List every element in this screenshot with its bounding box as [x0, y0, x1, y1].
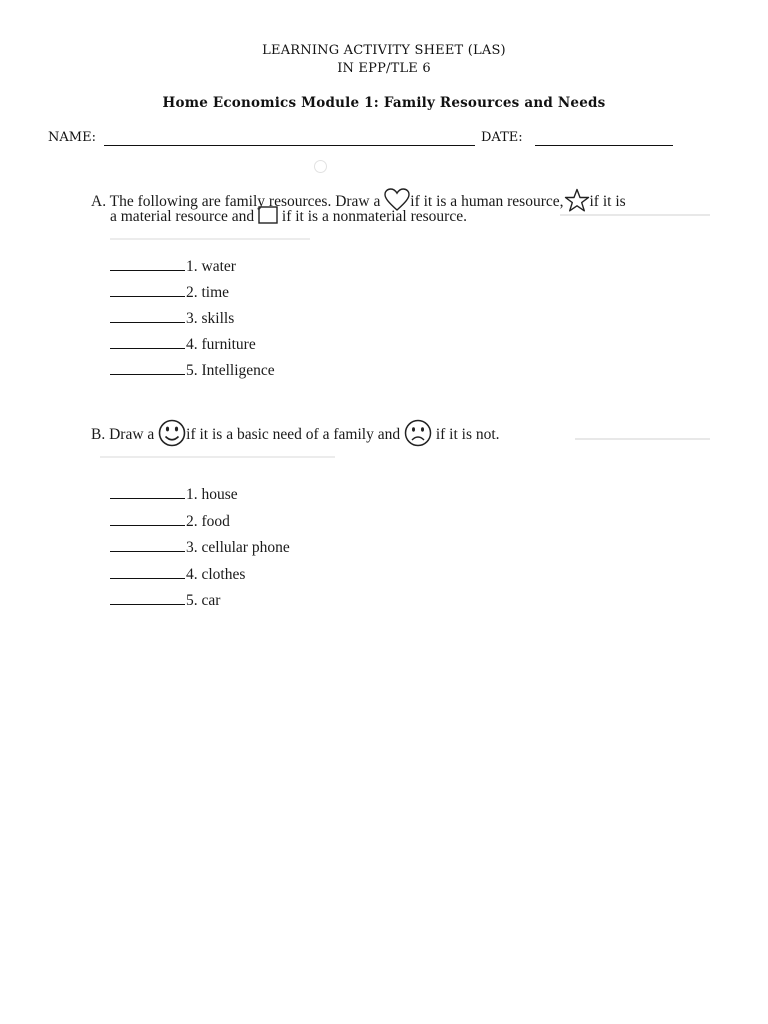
section-a-text-end: if it is — [589, 193, 626, 211]
list-item — [110, 486, 290, 513]
name-field[interactable] — [104, 145, 475, 146]
answer-blank[interactable] — [110, 525, 185, 526]
scan-smudge — [100, 456, 335, 458]
answer-blank[interactable] — [110, 270, 185, 271]
date-field[interactable] — [535, 145, 673, 146]
item-label: 4. clothes — [186, 565, 246, 583]
square-icon — [258, 206, 278, 229]
section-b-text-basic: if it is a basic need of a family and — [186, 426, 401, 444]
date-label: DATE: — [481, 130, 523, 145]
item-label: 1. house — [186, 486, 238, 503]
sheet-subject: IN EPP/TLE 6 — [337, 61, 431, 76]
sad-face-icon — [404, 419, 432, 452]
answer-blank[interactable] — [110, 498, 185, 499]
module-title: Home Economics Module 1: Family Resources and Needs — [162, 95, 606, 111]
sheet-title: LEARNING ACTIVITY SHEET (LAS) — [262, 43, 506, 58]
item-label: 1. water — [186, 258, 236, 275]
section-a-text-nonmaterial: if it is a nonmaterial resource. — [281, 208, 467, 226]
section-b-text-end: if it is not. — [435, 426, 500, 444]
answer-blank[interactable] — [110, 322, 185, 323]
item-label: 5. Intelligence — [186, 362, 275, 379]
item-label: 2. time — [186, 284, 230, 301]
answer-blank[interactable] — [110, 374, 185, 375]
item-label: 5. car — [186, 592, 221, 609]
smiley-icon — [158, 418, 186, 453]
answer-blank[interactable] — [110, 296, 185, 297]
list-item — [110, 513, 290, 540]
answer-blank[interactable] — [110, 578, 185, 579]
section-b-list — [110, 486, 290, 619]
scan-smudge — [110, 238, 310, 240]
answer-blank[interactable] — [110, 348, 185, 349]
answer-blank[interactable] — [110, 551, 185, 552]
scan-artifact — [314, 160, 327, 173]
scan-smudge — [560, 214, 710, 216]
list-item — [110, 284, 275, 310]
name-label: NAME: — [48, 130, 96, 145]
section-b-text: B. Draw a — [91, 426, 155, 444]
item-label: 3. cellular phone — [186, 539, 290, 556]
section-a-text-material: a material resource and — [110, 208, 255, 226]
list-item — [110, 310, 275, 336]
section-b-instruction — [91, 418, 500, 453]
section-a-instruction-line2 — [110, 206, 467, 229]
answer-blank[interactable] — [110, 604, 185, 605]
list-item — [110, 258, 275, 284]
section-a-text-human: if it is a human resource, — [410, 193, 564, 211]
section-a-text: A. The following are family resources. Draw a — [91, 193, 381, 211]
list-item — [110, 566, 290, 593]
list-item — [110, 362, 275, 388]
item-label: 4. furniture — [186, 336, 256, 353]
list-item — [110, 539, 290, 566]
star-icon — [564, 188, 590, 217]
list-item — [110, 336, 275, 362]
list-item — [110, 592, 290, 619]
scan-smudge — [575, 438, 710, 440]
section-a-list — [110, 258, 275, 388]
item-label: 3. skills — [186, 310, 235, 327]
item-label: 2. food — [186, 512, 230, 530]
